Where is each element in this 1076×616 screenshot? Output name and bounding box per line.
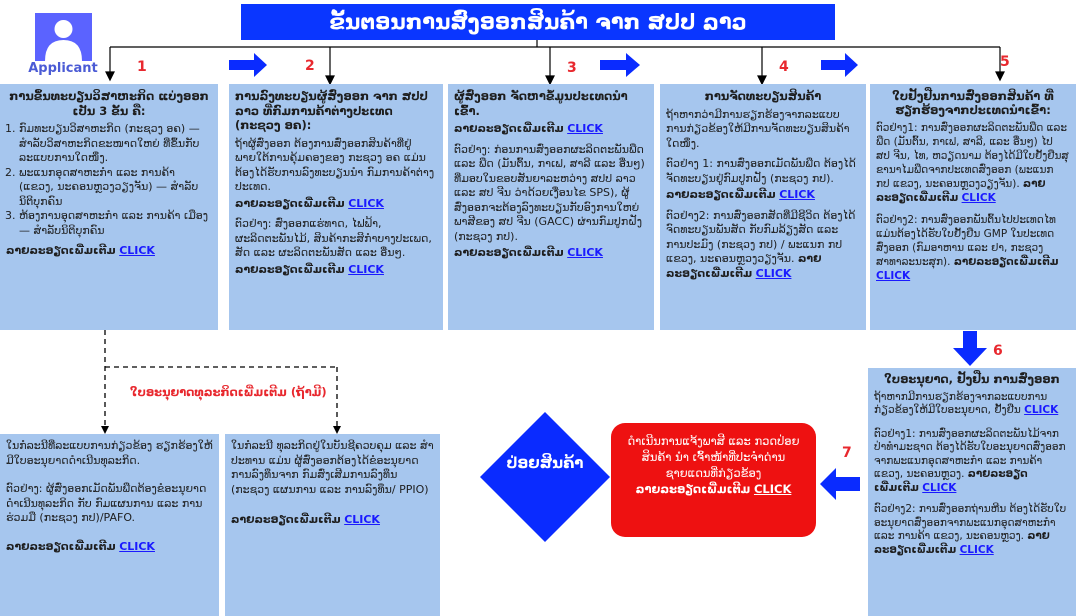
release-label: ປ່ອຍສິນຄ້າ bbox=[506, 454, 584, 472]
step-3-click-link-1[interactable]: CLICK bbox=[567, 122, 603, 135]
step-6-click-link-3[interactable]: CLICK bbox=[959, 543, 994, 556]
arrow-left-icon bbox=[820, 468, 860, 500]
step-3-click-link-2[interactable]: CLICK bbox=[567, 246, 603, 259]
step-1-box bbox=[0, 84, 218, 330]
step-number-3: 3 bbox=[567, 60, 577, 76]
step-7-text: ດໍາເນີນການແຈ້ງພາສີ ແລະ ກວດປ່ອຍສິນຄ້າ ນໍາ ເຈົ້າໜ້າທີ່ປະຈໍາດ່ານ ຊາຍແດນທີ່ກ່ຽວຂ້ອງ bbox=[627, 434, 800, 480]
step-6-text: ຖ້າຫາກມີການຮຽກຮ້ອງຈາກລະແບບການກ່ຽວຂ້ອງໃຫ້ມີໃບອະນຸຍາດ, ຢັ້ງຢືນ bbox=[874, 390, 1048, 416]
step-number-4: 4 bbox=[779, 59, 789, 75]
step-5-click-link-2[interactable]: CLICK bbox=[876, 270, 911, 282]
step-7-click-link[interactable]: CLICK bbox=[753, 482, 792, 496]
additional-license-box-2 bbox=[225, 434, 440, 616]
list-item: 3. ຫ້ອງການອຸດສາຫະກໍາ ແລະ ການຄ້າ ເມືອງ — ສໍາລັບນິຕິບຸກຄົນ bbox=[19, 209, 212, 238]
step-5-box bbox=[870, 84, 1076, 330]
step-4-heading: ການຈັດທະບຽນສິນຄ້າ bbox=[704, 89, 822, 103]
step-4-box bbox=[660, 84, 866, 330]
more-info-label: ລາຍລະອຽດເພີ່ມເຕີມ bbox=[235, 196, 345, 210]
step-6-box bbox=[868, 368, 1076, 616]
step-3-heading: ຜູ້ສົ່ງອອກ ຈັດຫາຂໍ້ມູນປະເທດນໍາເຂົ້າ. bbox=[454, 89, 628, 118]
step-2-example: ຕົວຢ່າງ: ສົ່ງອອກແຮ່ທາດ, ໄຟຟ້າ, ຜະລິດຕະພັນໄມ້, ສິນຄ້າກະສິກໍາບາງປະເພດ, ສັດ ແລະ ຜະລິດຕະພັນສັດ ແລະ ອື່ນໆ. bbox=[235, 217, 432, 259]
step-2-click-link-1[interactable]: CLICK bbox=[348, 196, 384, 210]
step-5-example-1: ຕົວຢ່າງ1: ການສົ່ງອອກຜະລິດຕະພັນພືດ ແລະ ພືດ (ມັນຕົ້ນ, ກາເຟ, ສາລີ, ແລະ ອື່ນໆ) ໄປ ສປ ຈີນ, ໄທ, ຫວຽດນາມ ຕ້ອງໄດ້ມີໃບຢັ້ງຢືນສຸຂານາໄມພືດຈາກປະເທດສົ່ງອອກ (ພະແນກ ກປ ແຂວງ, ນະຄອນຫຼວງວຽງຈັນ). bbox=[876, 122, 1069, 190]
arrow-down-icon bbox=[953, 331, 987, 366]
additional-2-text: ໃນກໍລະນີ ທຸລະກິດຢູ່ໃນບັນຊີຄວບຄຸມ ແລະ ສໍາປະທານ ແມ່ນ ຜູ້ສົ່ງອອກຕ້ອງໄດ້ຂໍອະນຸຍາດການລົງທຶນຈາກ ກົມສົ່ງເສີມການລົງທຶນ (ກະຊວງ ແຜນການ ແລະ ການລົງທຶນ/ PPIO) bbox=[231, 439, 434, 496]
step-1-list bbox=[6, 122, 212, 238]
arrow-right-icon bbox=[229, 53, 267, 77]
step-4-example-2: ຕົວຢ່າງ2: ການສົ່ງອອກສັດທີ່ມີຊີວິດ ຕ້ອງໄດ້ຈົດທະບຽນພັນສັດ ກັບກົມລ້ຽງສັດ ແລະ ການປະມົງ (ກະຊວງ ກປ) / ພະແນກ ກປ ແຂວງ, ນະຄອນຫຼວງວຽງຈັນ. bbox=[666, 208, 856, 265]
more-info-label: ລາຍລະອຽດເພີ່ມເຕີມ bbox=[953, 256, 1059, 268]
applicant-avatar-icon bbox=[35, 13, 92, 61]
step-4-click-link-1[interactable]: CLICK bbox=[779, 188, 815, 201]
more-info-label: ລາຍລະອຽດເພີ່ມເຕີມ bbox=[6, 539, 116, 553]
additional-1-text: ໃນກໍລະນີທີ່ລະແບບການກ່ຽວຂ້ອງ ຮຽກຮ້ອງໃຫ້ມີໃບອະນຸຍາດດໍາເນີນທຸລະກິດ. bbox=[6, 439, 213, 467]
step-2-box bbox=[229, 84, 443, 330]
arrow-right-icon bbox=[821, 53, 858, 77]
step-2-click-link-2[interactable]: CLICK bbox=[348, 262, 384, 276]
step-6-example-2: ຕົວຢ່າງ2: ການສົ່ງອອກຖ່ານຫີນ ຕ້ອງໄດ້ຮັບໃບອະນຸຍາດສົ່ງອອກຈາກພະແນກອຸດສາຫະກໍາ ແລະ ການຄ້າ ແຂວງ, ນະຄອນຫຼວງ. bbox=[874, 503, 1067, 542]
step-4-click-link-2[interactable]: CLICK bbox=[755, 266, 792, 280]
step-5-heading: ໃບຢັ້ງຢືນການສົ່ງອອກສິນຄ້າ ທີ່ຮຽກຮ້ອງຈາກປະເທດນໍາເຂົ້າ: bbox=[892, 89, 1054, 117]
more-info-label: ລາຍລະອຽດເພີ່ມເຕີມ bbox=[235, 262, 345, 276]
more-info-label: ລາຍລະອຽດເພີ່ມເຕີມ bbox=[454, 246, 564, 259]
step-1-click-link[interactable]: CLICK bbox=[119, 244, 155, 257]
step-5-example-2: ຕົວຢ່າງ2: ການສົ່ງອອກພັນຕົ້ນໄປປະເທດໄທ ແມ່ນຕ້ອງໄດ້ຮັບໃບຢັ້ງຢືນ GMP ໃນປະເທດສົ່ງອອກ (ກົມອາຫານ ແລະ ຢາ, ກະຊວງສາທາລະນະສຸກ). bbox=[876, 214, 1056, 268]
step-2-text: ຖ້າຜູ້ສົ່ງອອກ ຕ້ອງການສົ່ງອອກສິນຄ້າທີ່ຢູ່ພາຍໃຕ້ການຄຸ້ມຄອງຂອງ ກະຊວງ ອຄ ແມ່ນຕ້ອງໄດ້ຮັບການລົງທະບຽນນໍາ ກົມການຄ້າຕ່າງປະເທດ. bbox=[235, 136, 435, 193]
additional-2-click-link[interactable]: CLICK bbox=[344, 513, 380, 526]
list-item: 1. ກົມທະບຽນວິສາຫະກິດ (ກະຊວງ ອຄ) — ສໍາລັບວິສາຫະກິດຂະໜາດໃຫຍ່ ທີ່ຂຶ້ນກັບລະແບບການໃດໜຶ່ງ. bbox=[19, 122, 212, 166]
step-number-5: 5 bbox=[1000, 54, 1010, 70]
arrow-right-icon bbox=[600, 53, 640, 77]
page-title: ຂັ້ນຕອນການສົ່ງອອກສິນຄ້າ ຈາກ ສປປ ລາວ bbox=[241, 4, 835, 40]
more-info-label: ລາຍລະອຽດເພີ່ມເຕີມ bbox=[874, 530, 1050, 556]
step-number-6: 6 bbox=[993, 343, 1003, 359]
more-info-label: ລາຍລະອຽດເພີ່ມເຕີມ bbox=[6, 244, 116, 257]
step-6-example-1: ຕົວຢ່າງ1: ການສົ່ງອອກຜະລິດຕະພັນໄມ້ຈາກປ່າທໍາມະຊາດ ຕ້ອງໄດ້ຮັບໃບອະນຸຍາດສົ່ງອອກຈາກພະແນກອຸດສາຫະກໍາ ແລະ ການຄ້າ ແຂວງ, ນະຄອນຫຼວງ. bbox=[874, 427, 1066, 480]
step-number-1: 1 bbox=[137, 59, 147, 75]
more-info-label: ລາຍລະອຽດເພີ່ມເຕີມ bbox=[666, 252, 822, 280]
additional-license-box-1 bbox=[0, 434, 219, 616]
list-item: 2. ພະແນກອຸດສາຫະກໍາ ແລະ ການຄ້າ (ແຂວງ, ນະຄອນຫຼວງວຽງຈັນ) — ສໍາລັບນິຕິບຸກຄົນ bbox=[19, 166, 212, 210]
step-2-heading: ການລົງທະບຽນຜູ້ສົ່ງອອກ ຈາກ ສປປ ລາວ ທີ່ກົມການຄ້າຕ່າງປະເທດ (ກະຊວງ ອຄ): bbox=[235, 89, 428, 132]
more-info-label: ລາຍລະອຽດເພີ່ມເຕີມ bbox=[874, 468, 1028, 494]
step-5-click-link-1[interactable]: CLICK bbox=[961, 192, 996, 204]
step-6-heading: ໃບອະນຸຍາດ, ຢັ້ງຢືນ ການສົ່ງອອກ bbox=[884, 372, 1060, 386]
step-3-example: ຕົວຢ່າງ: ກ່ອນການສົ່ງອອກຜະລິດຕະພັນພືດ ແລະ ພືດ (ມັນຕົ້ນ, ກາເຟ, ສາລີ ແລະ ອື່ນໆ) ທີ່ມອບໃນຂອບສັນຍາລະຫວ່າງ ສປປ ລາວ ແລະ ສປ ຈີນ ວ່າດ້ວຍເງື່ອນໄຂ SPS), ຜູ້ສົ່ງອອກຈະຕ້ອງລົງທະບຽນກັບອົງການໃຫຍ່ພາສີຂອງ ສປ ຈີນ (GACC) ຜ່ານກົມປູກຝັງ (ກະຊວງ ກປ). bbox=[454, 142, 645, 243]
step-3-box bbox=[448, 84, 654, 330]
additional-1-example: ຕົວຢ່າງ: ຜູ້ສົ່ງອອກເມັດພັນພືດຕ້ອງຂໍອະນຸຍາດດໍາເນີນທຸລະກິດ ກັບ ກົມແຜນການ ແລະ ການຮ່ວມມື (ກະຊວງ ກປ)/PAFO. bbox=[6, 482, 207, 524]
step-6-click-link-2[interactable]: CLICK bbox=[922, 481, 957, 494]
step-7-box bbox=[611, 423, 816, 537]
step-4-example-1: ຕົວຢ່າງ 1: ການສົ່ງອອກເມັດພັນພືດ ຕ້ອງໄດ້ຈັດທະບຽນຢູ່ກົມປູກຝັງ (ກະຊວງ ກປ). bbox=[666, 157, 856, 185]
step-1-heading: ການຂຶ້ນທະບຽນວິສາຫະກິດ ແບ່ງອອກເປັນ 3 ຂັ້ນ ຄື: bbox=[9, 89, 209, 118]
more-info-label: ລາຍລະອຽດເພີ່ມເຕີມ bbox=[231, 513, 341, 526]
step-4-text: ຖ້າຫາກວ່າມີການຮຽກຮ້ອງຈາກລະແບບການກ່ຽວຂ້ອງໃຫ້ມີການຈັດທະບຽນສິນຄ້າໃດໜຶ່ງ. bbox=[666, 107, 850, 150]
more-info-label: ລາຍລະອຽດເພີ່ມເຕີມ bbox=[666, 188, 776, 201]
applicant-label: Applicant bbox=[28, 61, 98, 76]
step-6-click-link-1[interactable]: CLICK bbox=[1024, 404, 1059, 416]
release-diamond bbox=[480, 412, 610, 542]
more-info-label: ລາຍລະອຽດເພີ່ມເຕີມ bbox=[635, 482, 751, 496]
additional-1-click-link[interactable]: CLICK bbox=[119, 539, 155, 553]
more-info-label: ລາຍລະອຽດເພີ່ມເຕີມ bbox=[876, 178, 1046, 204]
additional-license-label: ໃບອະນຸຍາດທຸລະກິດເພີ່ມເຕີມ (ຖ້າມີ) bbox=[130, 385, 327, 399]
step-number-7: 7 bbox=[842, 445, 852, 461]
step-number-2: 2 bbox=[305, 58, 315, 74]
more-info-label: ລາຍລະອຽດເພີ່ມເຕີມ bbox=[454, 122, 564, 135]
